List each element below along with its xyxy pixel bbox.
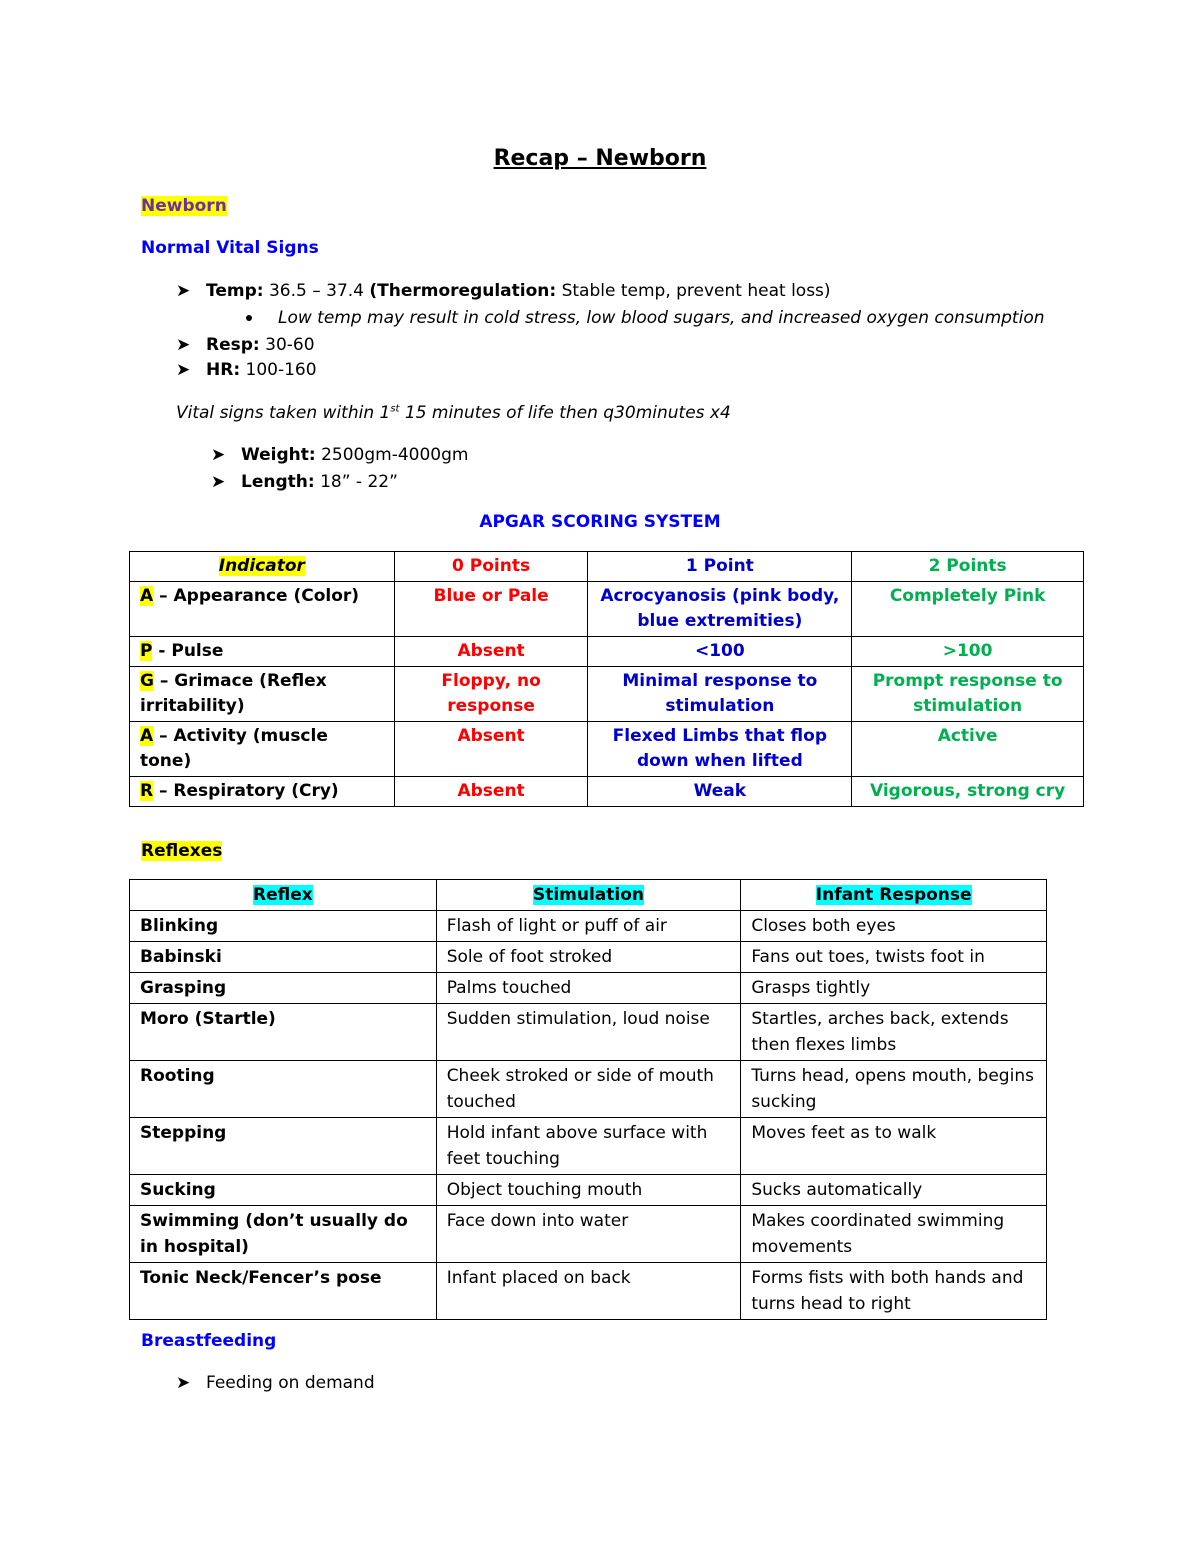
apgar-header-0: 0 Points <box>394 552 588 582</box>
hr-label: HR: <box>206 360 241 380</box>
apgar-1-point: Weak <box>588 777 852 807</box>
vitals-heading: Normal Vital Signs <box>141 238 319 258</box>
reflex-response: Closes both eyes <box>741 911 1047 942</box>
apgar-row <box>130 637 1084 667</box>
apgar-label: – Appearance (Color) <box>153 586 360 606</box>
apgar-0-points: Absent <box>394 777 588 807</box>
apgar-indicator <box>130 722 395 777</box>
apgar-letter: G <box>140 671 154 691</box>
vital-timing-note <box>176 403 731 423</box>
reflex-name: Blinking <box>130 911 437 942</box>
reflex-stimulation: Palms touched <box>436 973 741 1004</box>
arrow-bullet-icon: ➤ <box>176 281 191 301</box>
reflex-response: Forms fists with both hands and turns head to right <box>741 1263 1047 1320</box>
length-line <box>211 472 398 492</box>
apgar-1-point: Flexed Limbs that flop down when lifted <box>588 722 852 777</box>
apgar-letter: P <box>140 641 153 661</box>
reflex-name: Babinski <box>130 942 437 973</box>
table-row <box>130 973 1047 1004</box>
thermo-text: Stable temp, prevent heat loss) <box>556 281 831 301</box>
reflex-header-row <box>130 880 1047 911</box>
temp-value: 36.5 – 37.4 <box>263 281 370 301</box>
apgar-letter: A <box>140 726 154 746</box>
table-row <box>130 942 1047 973</box>
thermo-label: (Thermoregulation: <box>369 281 557 301</box>
stimulation-header <box>436 880 741 911</box>
apgar-indicator <box>130 667 395 722</box>
apgar-1-point: <100 <box>588 637 852 667</box>
reflex-stimulation: Face down into water <box>436 1206 741 1263</box>
table-row <box>130 911 1047 942</box>
table-row <box>130 1004 1047 1061</box>
reflex-stimulation: Flash of light or puff of air <box>436 911 741 942</box>
length-value: 18” - 22” <box>314 472 398 492</box>
breastfeeding-heading: Breastfeeding <box>141 1331 277 1351</box>
arrow-bullet-icon: ➤ <box>211 472 226 492</box>
temp-label: Temp: <box>206 281 264 301</box>
temp-note-line <box>246 308 1045 328</box>
newborn-heading <box>141 196 227 216</box>
indicator-header-text: Indicator <box>218 556 305 576</box>
arrow-bullet-icon: ➤ <box>176 360 191 380</box>
apgar-row <box>130 722 1084 777</box>
reflex-response: Turns head, opens mouth, begins sucking <box>741 1061 1047 1118</box>
reflex-stimulation: Cheek stroked or side of mouth touched <box>436 1061 741 1118</box>
apgar-letter: A <box>140 586 154 606</box>
weight-value: 2500gm-4000gm <box>315 445 469 465</box>
apgar-indicator <box>130 637 395 667</box>
apgar-label: – Grimace (Reflex irritability) <box>140 671 327 716</box>
reflex-header <box>130 880 437 911</box>
breastfeeding-item-text: Feeding on demand <box>206 1373 375 1393</box>
reflex-response: Makes coordinated swimming movements <box>741 1206 1047 1263</box>
newborn-heading-text: Newborn <box>141 196 227 216</box>
reflex-response: Fans out toes, twists foot in <box>741 942 1047 973</box>
reflex-response: Startles, arches back, extends then flexes limbs <box>741 1004 1047 1061</box>
reflex-name: Sucking <box>130 1175 437 1206</box>
apgar-table <box>129 551 1084 807</box>
timing-after: 15 minutes of life then q30minutes x4 <box>399 403 731 423</box>
hr-line <box>176 360 317 380</box>
reflex-response: Sucks automatically <box>741 1175 1047 1206</box>
apgar-2-points: Vigorous, strong cry <box>852 777 1084 807</box>
timing-before: Vital signs taken within 1 <box>176 403 391 423</box>
length-label: Length: <box>241 472 315 492</box>
reflex-name: Moro (Startle) <box>130 1004 437 1061</box>
apgar-label: – Activity (muscle tone) <box>140 726 328 771</box>
weight-label: Weight: <box>241 445 316 465</box>
apgar-header-1: 1 Point <box>588 552 852 582</box>
apgar-0-points: Floppy, no response <box>394 667 588 722</box>
arrow-bullet-icon: ➤ <box>176 1373 191 1393</box>
reflex-stimulation: Hold infant above surface with feet touching <box>436 1118 741 1175</box>
apgar-2-points: Completely Pink <box>852 582 1084 637</box>
resp-label: Resp: <box>206 335 260 355</box>
apgar-0-points: Absent <box>394 722 588 777</box>
table-row <box>130 1061 1047 1118</box>
apgar-row <box>130 667 1084 722</box>
dot-bullet-icon <box>246 315 252 321</box>
reflex-name: Tonic Neck/Fencer’s pose <box>130 1263 437 1320</box>
reflexes-heading <box>141 841 222 861</box>
apgar-header-indicator <box>130 552 395 582</box>
reflex-name: Swimming (don’t usually do in hospital) <box>130 1206 437 1263</box>
reflex-stimulation: Infant placed on back <box>436 1263 741 1320</box>
table-row <box>130 1118 1047 1175</box>
apgar-header-2: 2 Points <box>852 552 1084 582</box>
table-row <box>130 1175 1047 1206</box>
response-header-text: Infant Response <box>815 885 972 905</box>
reflex-header-text: Reflex <box>252 885 313 905</box>
reflexes-heading-text: Reflexes <box>141 841 223 861</box>
temp-note: Low temp may result in cold stress, low blood sugars, and increased oxygen consumption <box>278 308 1045 328</box>
apgar-2-points: Active <box>852 722 1084 777</box>
apgar-2-points: Prompt response to stimulation <box>852 667 1084 722</box>
reflex-stimulation: Sudden stimulation, loud noise <box>436 1004 741 1061</box>
apgar-2-points: >100 <box>852 637 1084 667</box>
response-header <box>741 880 1047 911</box>
stimulation-header-text: Stimulation <box>532 885 645 905</box>
temp-line <box>176 281 831 301</box>
apgar-row <box>130 582 1084 637</box>
arrow-bullet-icon: ➤ <box>211 445 226 465</box>
timing-sup: st <box>390 403 400 415</box>
apgar-indicator <box>130 777 395 807</box>
resp-line <box>176 335 315 355</box>
resp-value: 30-60 <box>259 335 315 355</box>
reflex-stimulation: Object touching mouth <box>436 1175 741 1206</box>
apgar-indicator <box>130 582 395 637</box>
hr-value: 100-160 <box>240 360 317 380</box>
apgar-letter: R <box>140 781 154 801</box>
breastfeeding-item <box>176 1373 375 1393</box>
reflex-stimulation: Sole of foot stroked <box>436 942 741 973</box>
apgar-label: – Respiratory (Cry) <box>153 781 339 801</box>
reflex-name: Rooting <box>130 1061 437 1118</box>
reflex-name: Grasping <box>130 973 437 1004</box>
apgar-0-points: Blue or Pale <box>394 582 588 637</box>
arrow-bullet-icon: ➤ <box>176 335 191 355</box>
apgar-0-points: Absent <box>394 637 588 667</box>
apgar-header-row <box>130 552 1084 582</box>
reflex-response: Grasps tightly <box>741 973 1047 1004</box>
table-row <box>130 1206 1047 1263</box>
apgar-1-point: Minimal response to stimulation <box>588 667 852 722</box>
apgar-heading: APGAR SCORING SYSTEM <box>479 512 721 532</box>
apgar-label: - Pulse <box>152 641 224 661</box>
apgar-row <box>130 777 1084 807</box>
reflex-response: Moves feet as to walk <box>741 1118 1047 1175</box>
page-title: Recap – Newborn <box>493 146 707 171</box>
weight-line <box>211 445 468 465</box>
apgar-1-point: Acrocyanosis (pink body, blue extremities) <box>588 582 852 637</box>
reflex-table <box>129 879 1047 1320</box>
table-row <box>130 1263 1047 1320</box>
reflex-name: Stepping <box>130 1118 437 1175</box>
